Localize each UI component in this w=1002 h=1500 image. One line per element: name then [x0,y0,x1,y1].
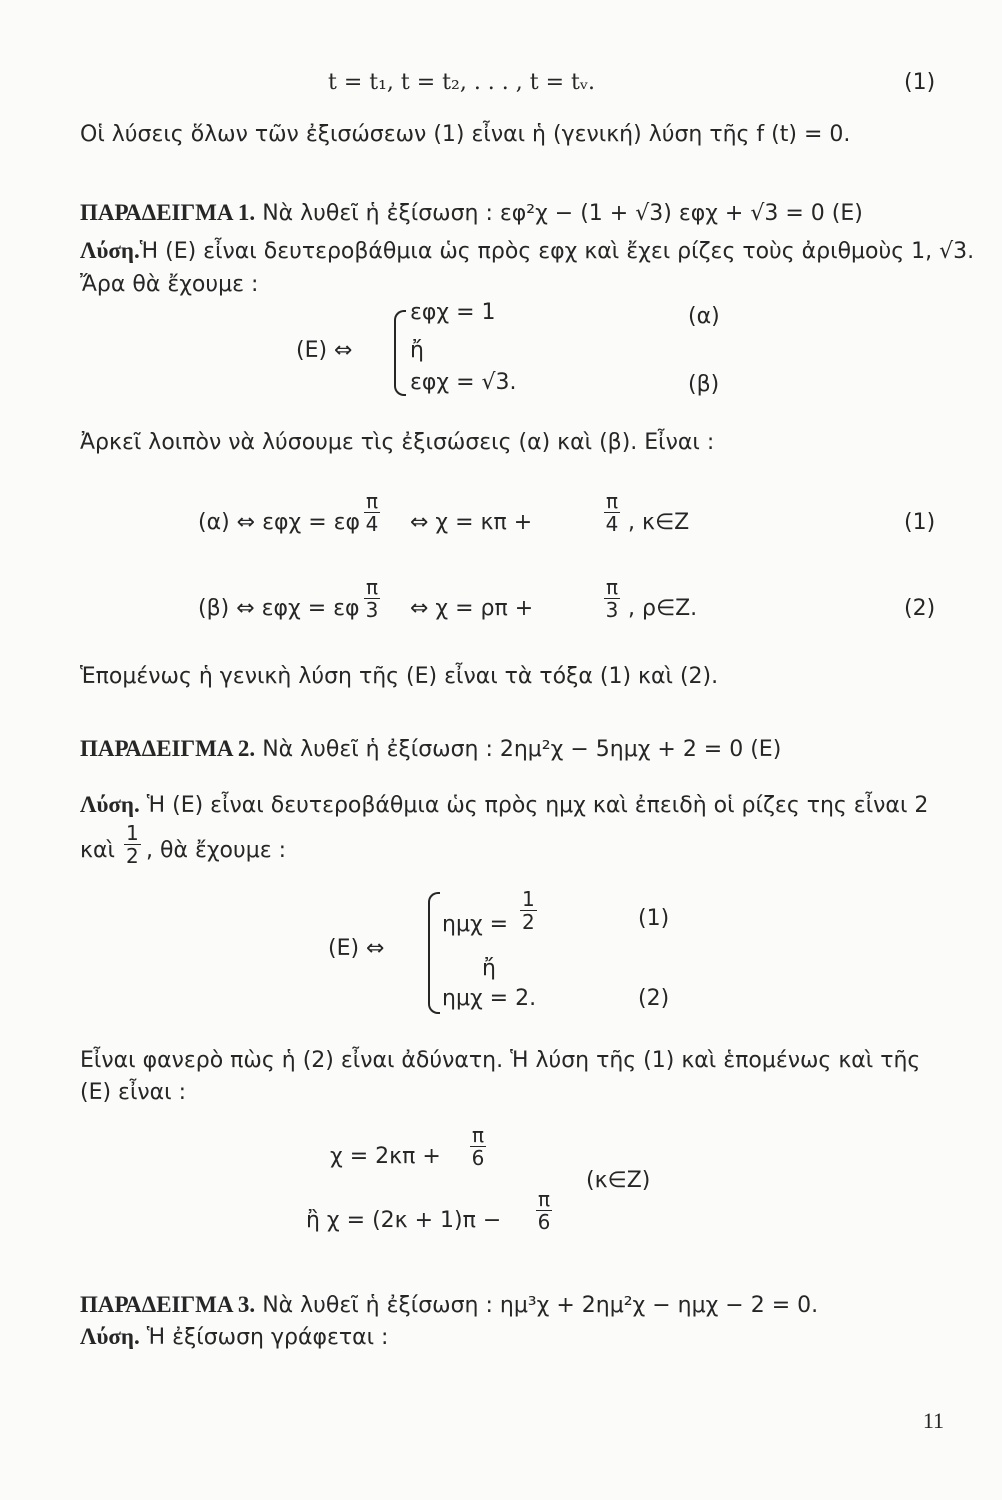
equation-part: ⇔ χ = ρπ + [410,596,534,621]
system-equation: εφχ = 1 [410,300,496,325]
equation-tag: (α) [688,304,720,329]
system-or: ἤ [482,956,496,981]
equation-tag: (β) [688,372,720,397]
paragraph-text: Ἑπομένως ἡ γενικὴ λύση τῆς (Ε) εἶναι τὰ τόξα (1) καὶ (2). [80,664,719,689]
example-statement: Νὰ λυθεῖ ἡ ἐξίσωση : εφ²χ − (1 + √3) εφχ + √3 = 0 (Ε) [262,201,863,226]
paragraph-text: Εἶναι φανερὸ πὼς ἡ (2) εἶναι ἀδύνατη. Ἡ λύση τῆς (1) καὶ ἑπομένως καὶ τῆς [80,1048,921,1073]
example-statement: Νὰ λυθεῖ ἡ ἐξίσωση : ημ³χ + 2ημ²χ − ημχ − 2 = 0. [262,1293,819,1318]
fraction: $\frac{\pi}{3}$ [605,575,619,622]
solution-condition: (κ∈Z) [586,1168,651,1193]
paragraph-text: Ἄρα θὰ ἔχουμε : [80,272,259,297]
system-lhs: (Ε) ⇔ [328,936,385,961]
example-statement: Νὰ λυθεῖ ἡ ἐξίσωση : 2ημ²χ − 5ημχ + 2 = 0 (Ε) [262,737,782,762]
equation-part: ⇔ χ = κπ + [410,510,533,535]
equation-tag: (2) [638,986,670,1011]
example-3-heading [80,1292,818,1319]
solution-text: Ἡ (Ε) εἶναι δευτεροβάθμια ὡς πρὸς ημχ καὶ ἐπειδὴ οἱ ρίζες της εἶναι 2 [146,793,929,818]
equation-tag: (1) [638,906,670,931]
system-brace [394,310,406,396]
solution-line-cont: , θὰ ἔχουμε : [146,838,287,863]
equation-number: (2) [904,596,936,621]
system-or: ἤ [410,338,424,363]
example-label: ΠΑΡΑΔΕΙΓΜΑ 3. [80,1292,256,1317]
fraction: $\frac{\pi}{4}$ [605,489,619,536]
system-brace [428,892,440,1014]
paragraph-text: Ἀρκεῖ λοιπὸν νὰ λύσουμε τὶς ἐξισώσεις (α) καὶ (β). Εἶναι : [80,430,715,455]
solution-label: Λύση. [80,238,140,263]
sequence-line: t = t₁, t = t₂, . . . , t = tᵥ. [328,70,596,95]
paragraph-text: Οἱ λύσεις ὅλων τῶν ἐξισώσεων (1) εἶναι ἡ (γενική) λύση τῆς f (t) = 0. [80,122,851,147]
system-lhs: (Ε) ⇔ [296,338,353,363]
example-label: ΠΑΡΑΔΕΙΓΜΑ 1. [80,200,256,225]
solution-label: Λύση. [80,1324,140,1349]
system-equation: ημχ = 2. [442,986,537,1011]
solution-line [80,238,974,265]
equation-number: (1) [904,510,936,535]
example-label: ΠΑΡΑΔΕΙΓΜΑ 2. [80,736,256,761]
fraction: $\frac{\pi}{4}$ [365,489,379,536]
fraction: $\frac{\pi}{3}$ [365,575,379,622]
solution-label: Λύση. [80,792,140,817]
solution-line [80,1324,388,1351]
equation-number: (1) [904,70,936,95]
solution-line [80,792,928,819]
equation-part: , ρ∈Z. [628,596,698,621]
solution-equation: ἢ χ = (2κ + 1)π − [306,1208,502,1233]
solution-line-cont: καὶ [80,838,115,863]
solution-text: Ἡ (Ε) εἶναι δευτεροβάθμια ὡς πρὸς εφχ καὶ ἔχει ρίζες τοὺς ἀριθμοὺς 1, √3. [139,239,975,264]
example-1-heading [80,200,863,227]
system-equation: ημχ = [442,912,509,937]
equation-part: (β) ⇔ εφχ = εφ [198,596,360,621]
example-2-heading [80,736,781,763]
fraction: $\frac{1}{2}$ [522,887,535,934]
solution-equation: χ = 2κπ + [330,1144,441,1169]
system-equation: εφχ = √3. [410,370,517,395]
fraction: $\frac{1}{2}$ [126,821,139,868]
equation-part: (α) ⇔ εφχ = εφ [198,510,361,535]
solution-text: Ἡ ἐξίσωση γράφεται : [146,1325,389,1350]
page-number: 11 [922,1408,944,1433]
equation-part: , κ∈Z [628,510,690,535]
fraction: $\frac{\pi}{6}$ [537,1187,551,1234]
paragraph-text: (Ε) εἶναι : [80,1080,187,1105]
fraction: $\frac{\pi}{6}$ [471,1123,485,1170]
